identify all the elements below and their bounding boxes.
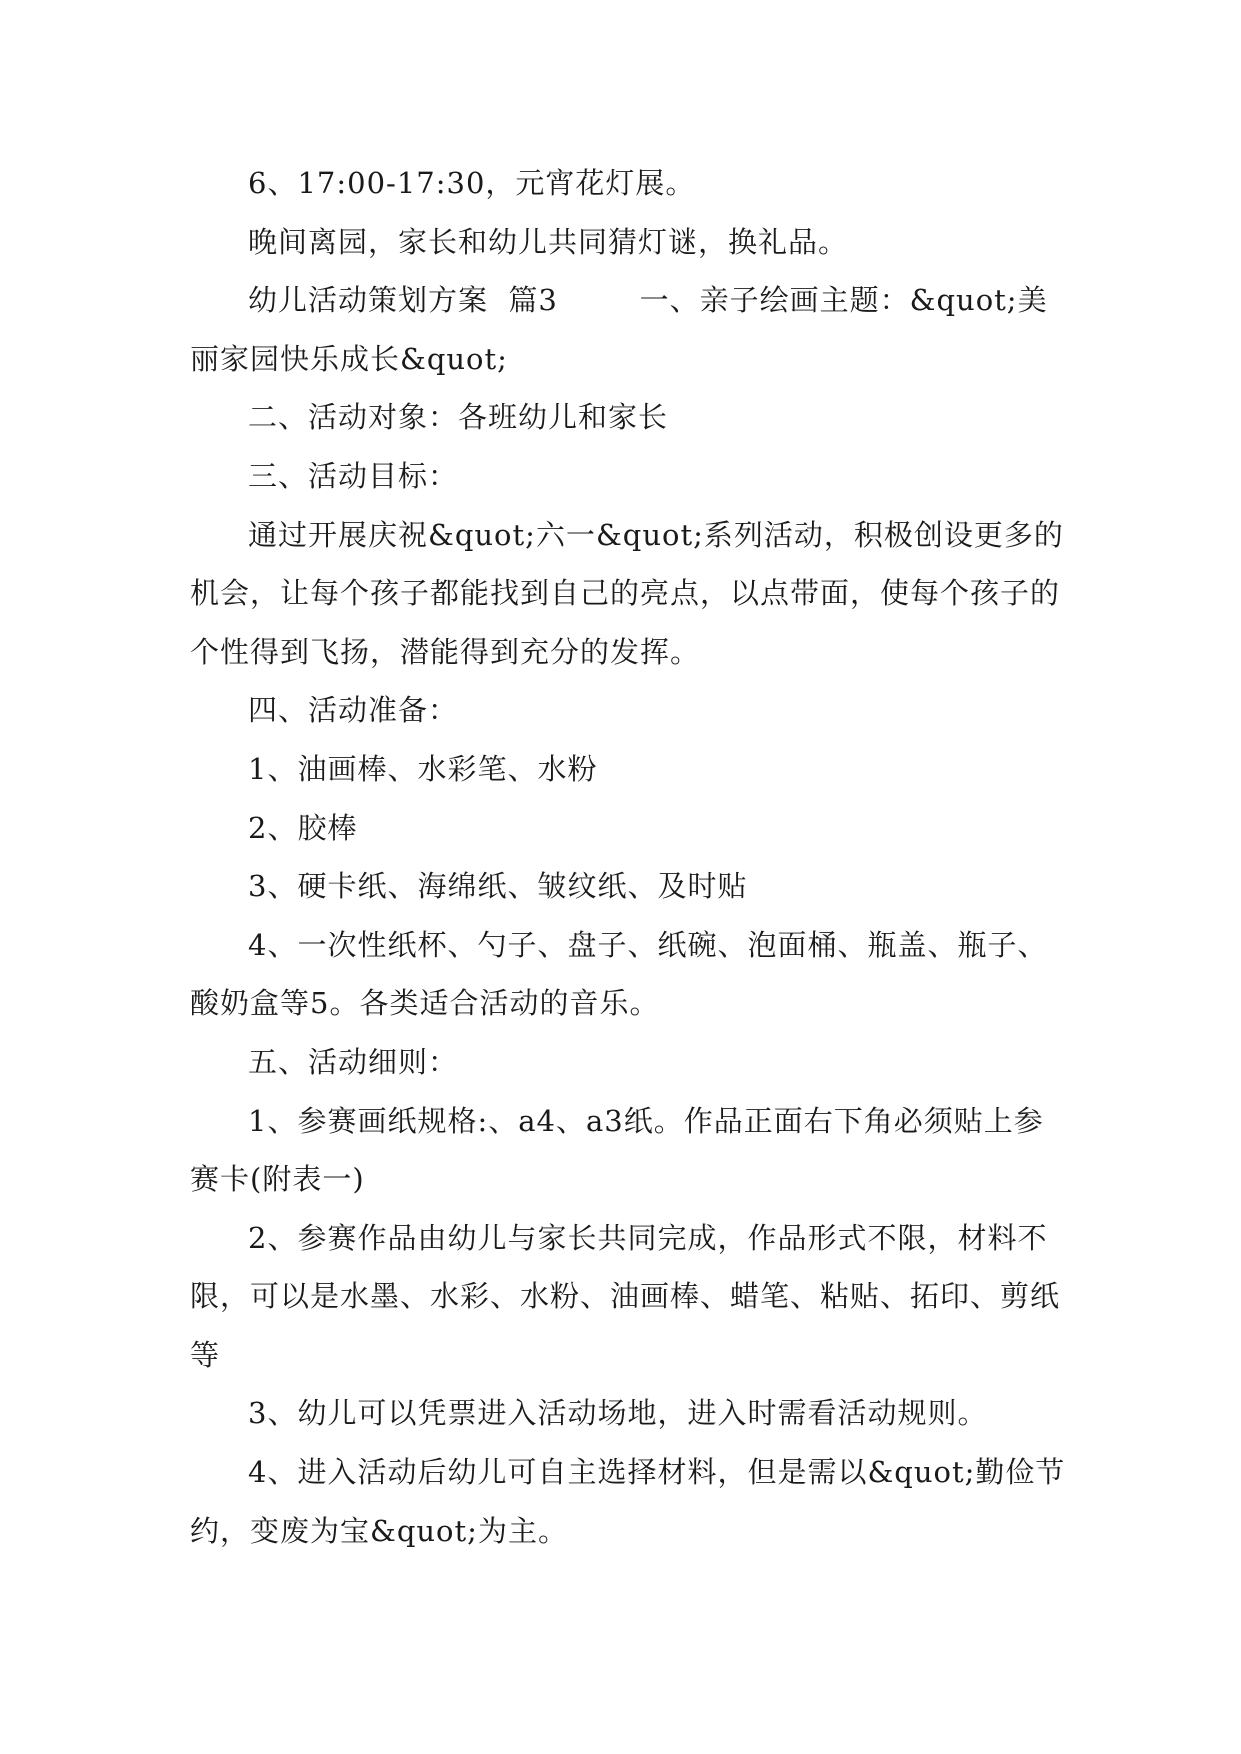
paragraph: 四、活动准备：	[248, 693, 459, 728]
paragraph: 五、活动细则：	[248, 1044, 459, 1079]
paragraph: 幼儿活动策划方案 篇3 一、亲子绘画主题：&quot;美丽家园快乐成长&quot;	[190, 283, 1048, 376]
paragraph: 4、进入活动后幼儿可自主选择材料，但是需以&quot;勤俭节约，变废为宝&quot;为主。	[190, 1455, 1066, 1548]
document-body	[190, 154, 1070, 1560]
paragraph: 1、参赛画纸规格:、a4、a3纸。作品正面右下角必须贴上参赛卡(附表一)	[190, 1103, 1044, 1197]
paragraph: 三、活动目标：	[248, 458, 459, 493]
paragraph: 1、油画棒、水彩笔、水粉	[248, 751, 598, 786]
paragraph: 2、胶棒	[248, 810, 358, 845]
paragraph: 晚间离园，家长和幼儿共同猜灯谜，换礼品。	[248, 224, 849, 259]
paragraph: 二、活动对象：各班幼儿和家长	[248, 400, 669, 435]
paragraph: 4、一次性纸杯、勺子、盘子、纸碗、泡面桶、瓶盖、瓶子、酸奶盒等5。各类适合活动的音乐。	[190, 927, 1048, 1021]
paragraph: 3、硬卡纸、海绵纸、皱纹纸、及时贴	[248, 869, 748, 904]
paragraph: 通过开展庆祝&quot;六一&quot;系列活动，积极创设更多的机会，让每个孩子都能找到自己的亮点，以点带面，使每个孩子的个性得到飞扬，潜能得到充分的发挥。	[190, 517, 1064, 669]
paragraph: 6、17:00-17:30，元宵花灯展。	[248, 166, 696, 200]
paragraph: 3、幼儿可以凭票进入活动场地，进入时需看活动规则。	[248, 1396, 988, 1431]
paragraph: 2、参赛作品由幼儿与家长共同完成，作品形式不限，材料不限，可以是水墨、水彩、水粉、油画棒、蜡笔、粘贴、拓印、剪纸等	[190, 1220, 1061, 1372]
